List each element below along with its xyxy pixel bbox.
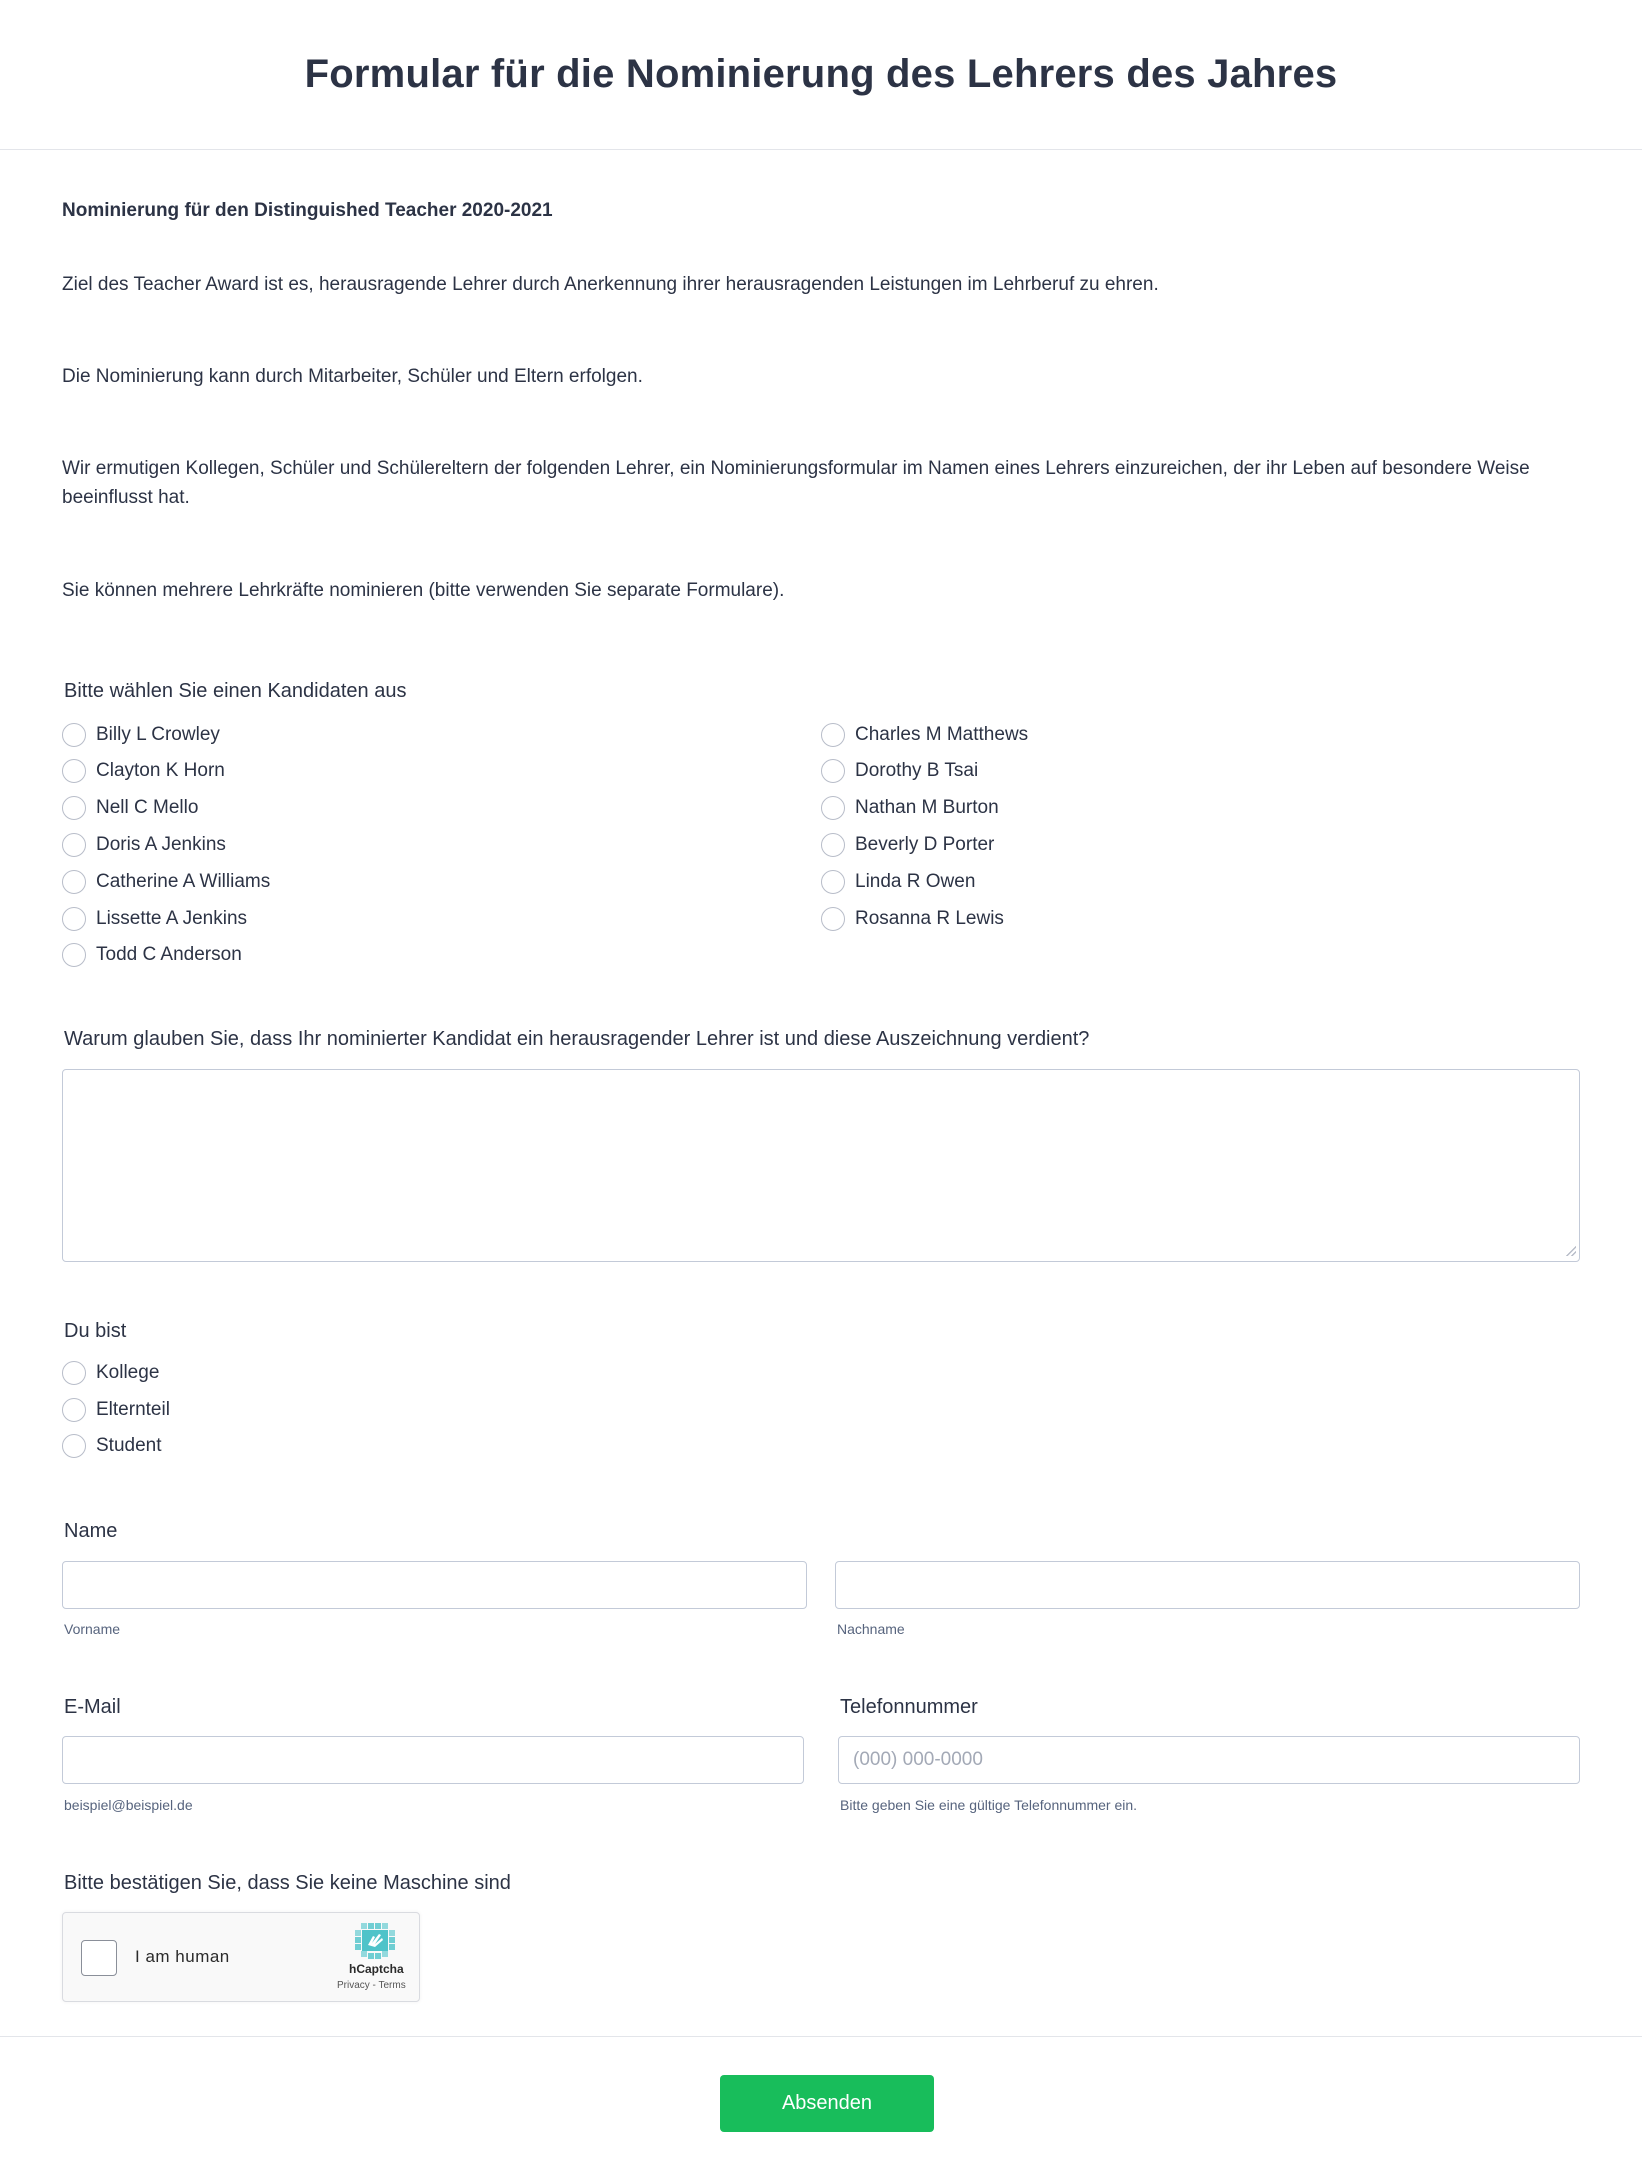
candidate-label: Bitte wählen Sie einen Kandidaten aus xyxy=(64,680,407,702)
role-option-label: Kollege xyxy=(96,1362,160,1383)
radio-button[interactable] xyxy=(821,796,845,820)
radio-button[interactable] xyxy=(62,759,86,783)
reason-textarea[interactable] xyxy=(62,1069,1580,1262)
email-input[interactable] xyxy=(62,1736,804,1784)
first-name-sublabel: Vorname xyxy=(64,1621,121,1637)
form-footer xyxy=(0,2036,1642,2178)
radio-button[interactable] xyxy=(62,1434,86,1458)
role-option[interactable] xyxy=(62,1358,159,1388)
candidate-option[interactable] xyxy=(62,904,247,934)
intro-paragraph-2: Die Nominierung kann durch Mitarbeiter, Schüler und Eltern erfolgen. xyxy=(62,366,643,387)
candidate-option-label: Clayton K Horn xyxy=(96,760,225,781)
intro-title: Nominierung für den Distinguished Teacher 2020-2021 xyxy=(62,200,553,221)
candidate-option-label: Beverly D Porter xyxy=(855,834,995,855)
candidate-option[interactable] xyxy=(62,867,270,897)
candidate-option[interactable] xyxy=(821,720,1028,750)
radio-button[interactable] xyxy=(62,723,86,747)
captcha-text: I am human xyxy=(135,1947,230,1966)
radio-button[interactable] xyxy=(821,907,845,931)
intro-paragraph-3: Wir ermutigen Kollegen, Schüler und Schülereltern der folgenden Lehrer, ein Nominierungsformular im Namen eines Lehrers einzureichen, der ihr Leben auf besondere Weise beeinflusst hat. xyxy=(62,458,1530,508)
candidate-option[interactable] xyxy=(62,830,226,860)
candidate-option-label: Charles M Matthews xyxy=(855,724,1029,745)
candidate-option-label: Nell C Mello xyxy=(96,797,199,818)
captcha-links[interactable]: Privacy - Terms xyxy=(337,1980,406,1991)
candidate-option-label: Lissette A Jenkins xyxy=(96,908,248,929)
captcha-label: Bitte bestätigen Sie, dass Sie keine Maschine sind xyxy=(64,1872,511,1894)
phone-label: Telefonnummer xyxy=(840,1696,978,1718)
radio-button[interactable] xyxy=(821,870,845,894)
resize-handle-icon[interactable] xyxy=(1566,1246,1576,1256)
hcaptcha-logo-icon xyxy=(353,1921,397,1961)
radio-button[interactable] xyxy=(821,759,845,783)
email-label: E-Mail xyxy=(64,1696,121,1718)
phone-sublabel: Bitte geben Sie eine gültige Telefonnummer ein. xyxy=(840,1797,1138,1813)
hcaptcha-widget xyxy=(62,1912,420,2002)
radio-button[interactable] xyxy=(821,723,845,747)
role-option-label: Elternteil xyxy=(96,1399,170,1420)
last-name-input[interactable] xyxy=(835,1561,1580,1609)
role-option-label: Student xyxy=(96,1435,162,1456)
radio-button[interactable] xyxy=(62,943,86,967)
radio-button[interactable] xyxy=(62,907,86,931)
role-option[interactable] xyxy=(62,1431,162,1461)
candidate-option-label: Doris A Jenkins xyxy=(96,834,226,855)
radio-button[interactable] xyxy=(62,833,86,857)
candidate-option-label: Linda R Owen xyxy=(855,871,976,892)
form-header xyxy=(0,0,1642,150)
intro-paragraph-1: Ziel des Teacher Award ist es, herausragende Lehrer durch Anerkennung ihrer herausragenden Leistungen im Lehrberuf zu ehren. xyxy=(62,274,1159,295)
phone-input[interactable] xyxy=(838,1736,1580,1784)
candidate-option[interactable] xyxy=(821,904,1004,934)
role-label: Du bist xyxy=(64,1320,127,1342)
first-name-input[interactable] xyxy=(62,1561,807,1609)
page-title: Formular für die Nominierung des Lehrers des Jahres xyxy=(304,52,1338,96)
candidate-option[interactable] xyxy=(821,793,999,823)
candidate-option[interactable] xyxy=(62,793,198,823)
candidate-option[interactable] xyxy=(62,940,242,970)
candidate-option-label: Billy L Crowley xyxy=(96,724,220,745)
candidate-option-label: Nathan M Burton xyxy=(855,797,999,818)
captcha-brand: hCaptcha xyxy=(349,1962,404,1976)
candidate-option[interactable] xyxy=(821,756,978,786)
role-option[interactable] xyxy=(62,1395,170,1425)
candidate-option[interactable] xyxy=(821,830,994,860)
radio-button[interactable] xyxy=(62,796,86,820)
radio-button[interactable] xyxy=(62,1361,86,1385)
candidate-option[interactable] xyxy=(62,720,220,750)
email-sublabel: beispiel@beispiel.de xyxy=(64,1797,193,1813)
name-label: Name xyxy=(64,1520,118,1542)
last-name-sublabel: Nachname xyxy=(837,1621,905,1637)
candidate-option-label: Rosanna R Lewis xyxy=(855,908,1004,929)
candidate-option-label: Catherine A Williams xyxy=(96,871,271,892)
candidate-option-label: Todd C Anderson xyxy=(96,944,242,965)
candidate-option-label: Dorothy B Tsai xyxy=(855,760,979,781)
intro-paragraph-4: Sie können mehrere Lehrkräfte nominieren (bitte verwenden Sie separate Formulare). xyxy=(62,580,785,601)
radio-button[interactable] xyxy=(62,1398,86,1422)
candidate-option[interactable] xyxy=(62,756,225,786)
candidate-option[interactable] xyxy=(821,867,975,897)
radio-button[interactable] xyxy=(62,870,86,894)
radio-button[interactable] xyxy=(821,833,845,857)
submit-button[interactable]: Absenden xyxy=(720,2075,934,2132)
reason-label: Warum glauben Sie, dass Ihr nominierter Kandidat ein herausragender Lehrer ist und diese Auszeichnung verdient? xyxy=(64,1028,1090,1050)
captcha-checkbox[interactable] xyxy=(81,1940,117,1976)
